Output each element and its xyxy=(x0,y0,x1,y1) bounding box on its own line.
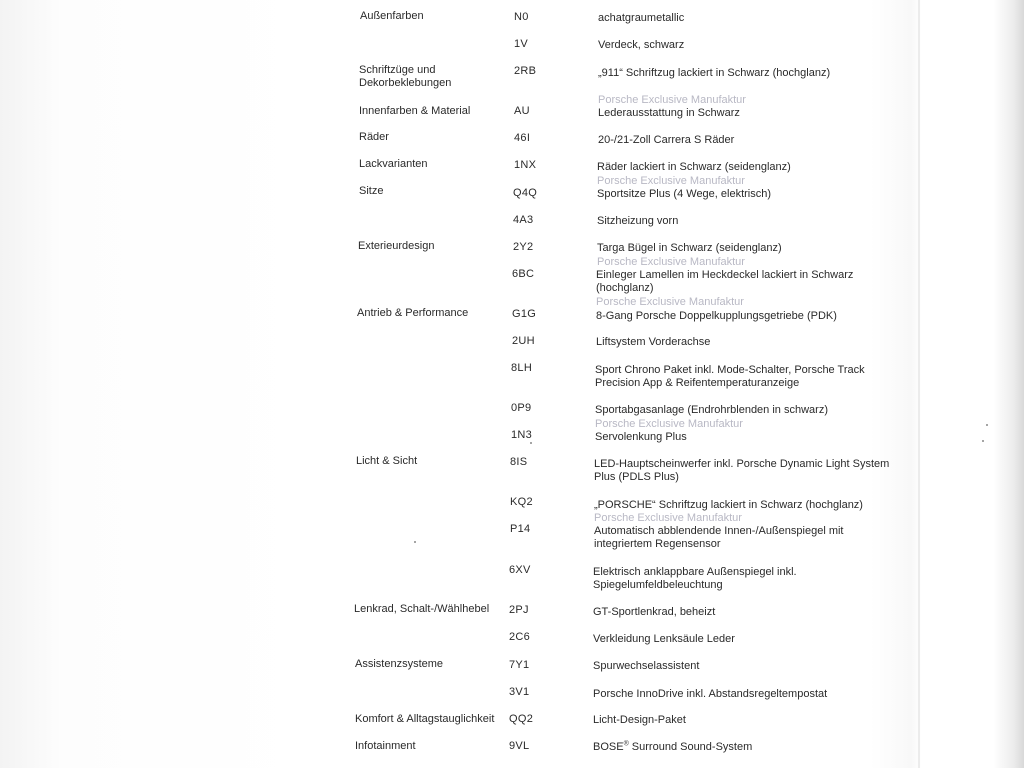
category-label: Komfort & Alltagstauglichkeit xyxy=(355,713,495,725)
category-label: Exterieurdesign xyxy=(358,240,435,252)
option-code: 2Y2 xyxy=(513,241,534,253)
category-label: Schriftzüge und Dekorbeklebungen xyxy=(359,64,452,89)
category-label: Assistenzsysteme xyxy=(355,658,444,670)
exclusive-manufaktur-note: Porsche Exclusive Manufaktur xyxy=(595,418,743,430)
option-code: P14 xyxy=(510,523,531,535)
option-description: Targa Bügel in Schwarz (seidenglanz) xyxy=(597,242,782,254)
scan-speck xyxy=(530,442,532,444)
category-label: Infotainment xyxy=(355,740,416,752)
option-description: 8-Gang Porsche Doppelkupplungsgetriebe (PDK) xyxy=(596,310,837,322)
exclusive-manufaktur-note: Porsche Exclusive Manufaktur xyxy=(597,256,745,268)
option-code: 8LH xyxy=(511,362,533,374)
option-description: Lederausstattung in Schwarz xyxy=(598,107,740,119)
option-description: Einleger Lamellen im Heckdeckel lackiert in Schwarz (hochglanz) xyxy=(596,269,854,294)
exclusive-manufaktur-note: Porsche Exclusive Manufaktur xyxy=(596,296,744,308)
category-label: Lackvarianten xyxy=(359,158,428,170)
option-description: GT-Sportlenkrad, beheizt xyxy=(593,606,716,618)
exclusive-manufaktur-note: Porsche Exclusive Manufaktur xyxy=(597,175,745,187)
option-code: AU xyxy=(514,105,530,117)
option-code: 3V1 xyxy=(509,686,530,698)
option-description: Licht-Design-Paket xyxy=(593,714,686,726)
option-description: achatgraumetallic xyxy=(598,12,685,24)
option-code: 6XV xyxy=(509,564,531,576)
option-code: G1G xyxy=(512,308,537,320)
brand-name: BOSE xyxy=(593,741,624,753)
option-code: 0P9 xyxy=(511,402,532,414)
option-code: 2PJ xyxy=(509,604,529,616)
option-description xyxy=(593,741,752,754)
category-label: Räder xyxy=(359,131,389,143)
option-code: 1NX xyxy=(514,159,537,171)
option-description: Servolenkung Plus xyxy=(595,431,687,443)
option-code: 46I xyxy=(514,132,531,144)
option-code: N0 xyxy=(514,11,529,23)
option-description: Sitzheizung vorn xyxy=(597,215,679,227)
option-code: QQ2 xyxy=(509,713,534,725)
paper-edge xyxy=(918,0,920,768)
option-code: 7Y1 xyxy=(509,659,530,671)
category-label: Lenkrad, Schalt-/Wählhebel xyxy=(354,603,490,615)
option-description: Elektrisch anklappbare Außenspiegel inkl. Spiegelumfeldbeleuchtung xyxy=(593,566,797,591)
option-description-text: Surround Sound-System xyxy=(628,741,753,753)
exclusive-manufaktur-note: Porsche Exclusive Manufaktur xyxy=(598,94,746,106)
option-description: Liftsystem Vorderachse xyxy=(596,336,711,348)
option-description: LED-Hauptscheinwerfer inkl. Porsche Dynamic Light System Plus (PDLS Plus) xyxy=(594,458,890,483)
option-code: Q4Q xyxy=(513,187,538,199)
category-label: Licht & Sicht xyxy=(356,455,418,467)
option-code: 9VL xyxy=(509,740,530,752)
option-description: 20-/21-Zoll Carrera S Räder xyxy=(598,134,735,146)
option-code: 4A3 xyxy=(513,214,534,226)
option-code: 2UH xyxy=(512,335,535,347)
option-code: KQ2 xyxy=(510,496,533,508)
option-description: Räder lackiert in Schwarz (seidenglanz) xyxy=(597,161,791,173)
option-description: „PORSCHE“ Schriftzug lackiert in Schwarz (hochglanz) xyxy=(594,499,863,511)
option-description: Porsche InnoDrive inkl. Abstandsregeltempostat xyxy=(593,688,828,700)
option-description: Verkleidung Lenksäule Leder xyxy=(593,633,735,645)
option-code: 8IS xyxy=(510,456,528,468)
option-description: „911“ Schriftzug lackiert in Schwarz (hochglanz) xyxy=(598,67,831,79)
option-code: 1V xyxy=(514,38,529,50)
scan-speck xyxy=(414,541,416,543)
scan-speck xyxy=(982,440,984,442)
option-description: Sportabgasanlage (Endrohrblenden in schwarz) xyxy=(595,404,828,416)
exclusive-manufaktur-note: Porsche Exclusive Manufaktur xyxy=(594,512,742,524)
category-label: Sitze xyxy=(359,185,384,197)
option-code: 2RB xyxy=(514,65,537,77)
registered-mark: ® xyxy=(623,740,629,748)
category-label: Innenfarben & Material xyxy=(359,105,471,117)
option-description: Verdeck, schwarz xyxy=(598,39,685,51)
option-code: 6BC xyxy=(512,268,535,280)
option-description: Sportsitze Plus (4 Wege, elektrisch) xyxy=(597,188,772,200)
option-description: Sport Chrono Paket inkl. Mode-Schalter, Porsche Track Precision App & Reifentemperaturanzeige xyxy=(595,364,865,389)
category-label: Antrieb & Performance xyxy=(357,307,469,319)
scan-speck xyxy=(986,424,988,426)
option-description: Automatisch abblendende Innen-/Außenspiegel mit integriertem Regensensor xyxy=(594,525,844,550)
option-description: Spurwechselassistent xyxy=(593,660,700,672)
option-code: 2C6 xyxy=(509,631,531,643)
category-label: Außenfarben xyxy=(360,10,424,22)
option-code: 1N3 xyxy=(511,429,533,441)
